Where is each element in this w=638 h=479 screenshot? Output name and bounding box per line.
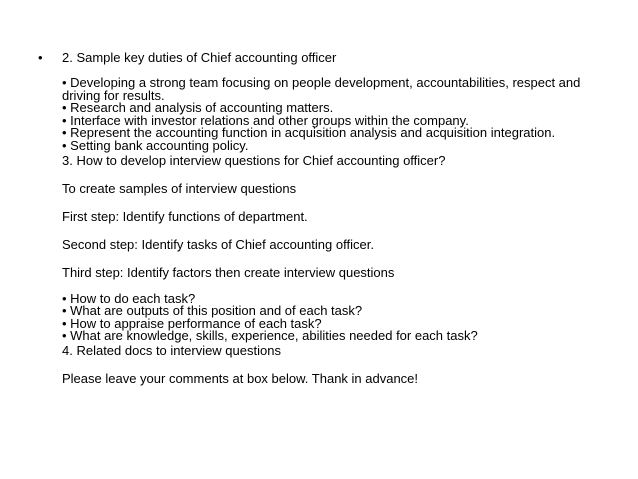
spacer [62,196,622,209]
slide-content [62,50,622,386]
section-3-intro: To create samples of interview questions [62,180,297,196]
section-4-heading: 4. Related docs to interview questions [62,342,281,358]
spacer [62,358,622,371]
duty-line: • Research and analysis of accounting matters. [62,100,334,116]
duty-line: • Setting bank accounting policy. [62,137,249,153]
section-2-heading: 2. Sample key duties of Chief accounting officer [62,50,337,65]
step-first: First step: Identify functions of department. [62,208,308,224]
duties-list [62,77,622,153]
closing-text: Please leave your comments at box below. Thank in advance! [62,370,419,386]
question-line: • What are outputs of this position and of each task? [62,303,363,319]
question-line: • How to do each task? [62,290,196,306]
section-3-heading: 3. How to develop interview questions for Chief accounting officer? [62,152,446,168]
duty-line: • Interface with investor relations and other groups within the company. [62,112,469,128]
step-third: Third step: Identify factors then create interview questions [62,264,395,280]
spacer [62,224,622,237]
question-line: • How to appraise performance of each task? [62,315,322,331]
spacer [62,168,622,181]
questions-list [62,290,622,344]
duty-line: • Developing a strong team focusing on people development, accountabilities, respect and [62,75,581,90]
step-second: Second step: Identify tasks of Chief accounting officer. [62,236,374,252]
duty-line: driving for results. [62,87,165,103]
bullet-mark: • [38,50,43,65]
duty-line: • Represent the accounting function in acquisition analysis and acquisition integration. [62,125,556,141]
spacer [62,252,622,265]
question-line: • What are knowledge, skills, experience, abilities needed for each task? [62,328,478,344]
